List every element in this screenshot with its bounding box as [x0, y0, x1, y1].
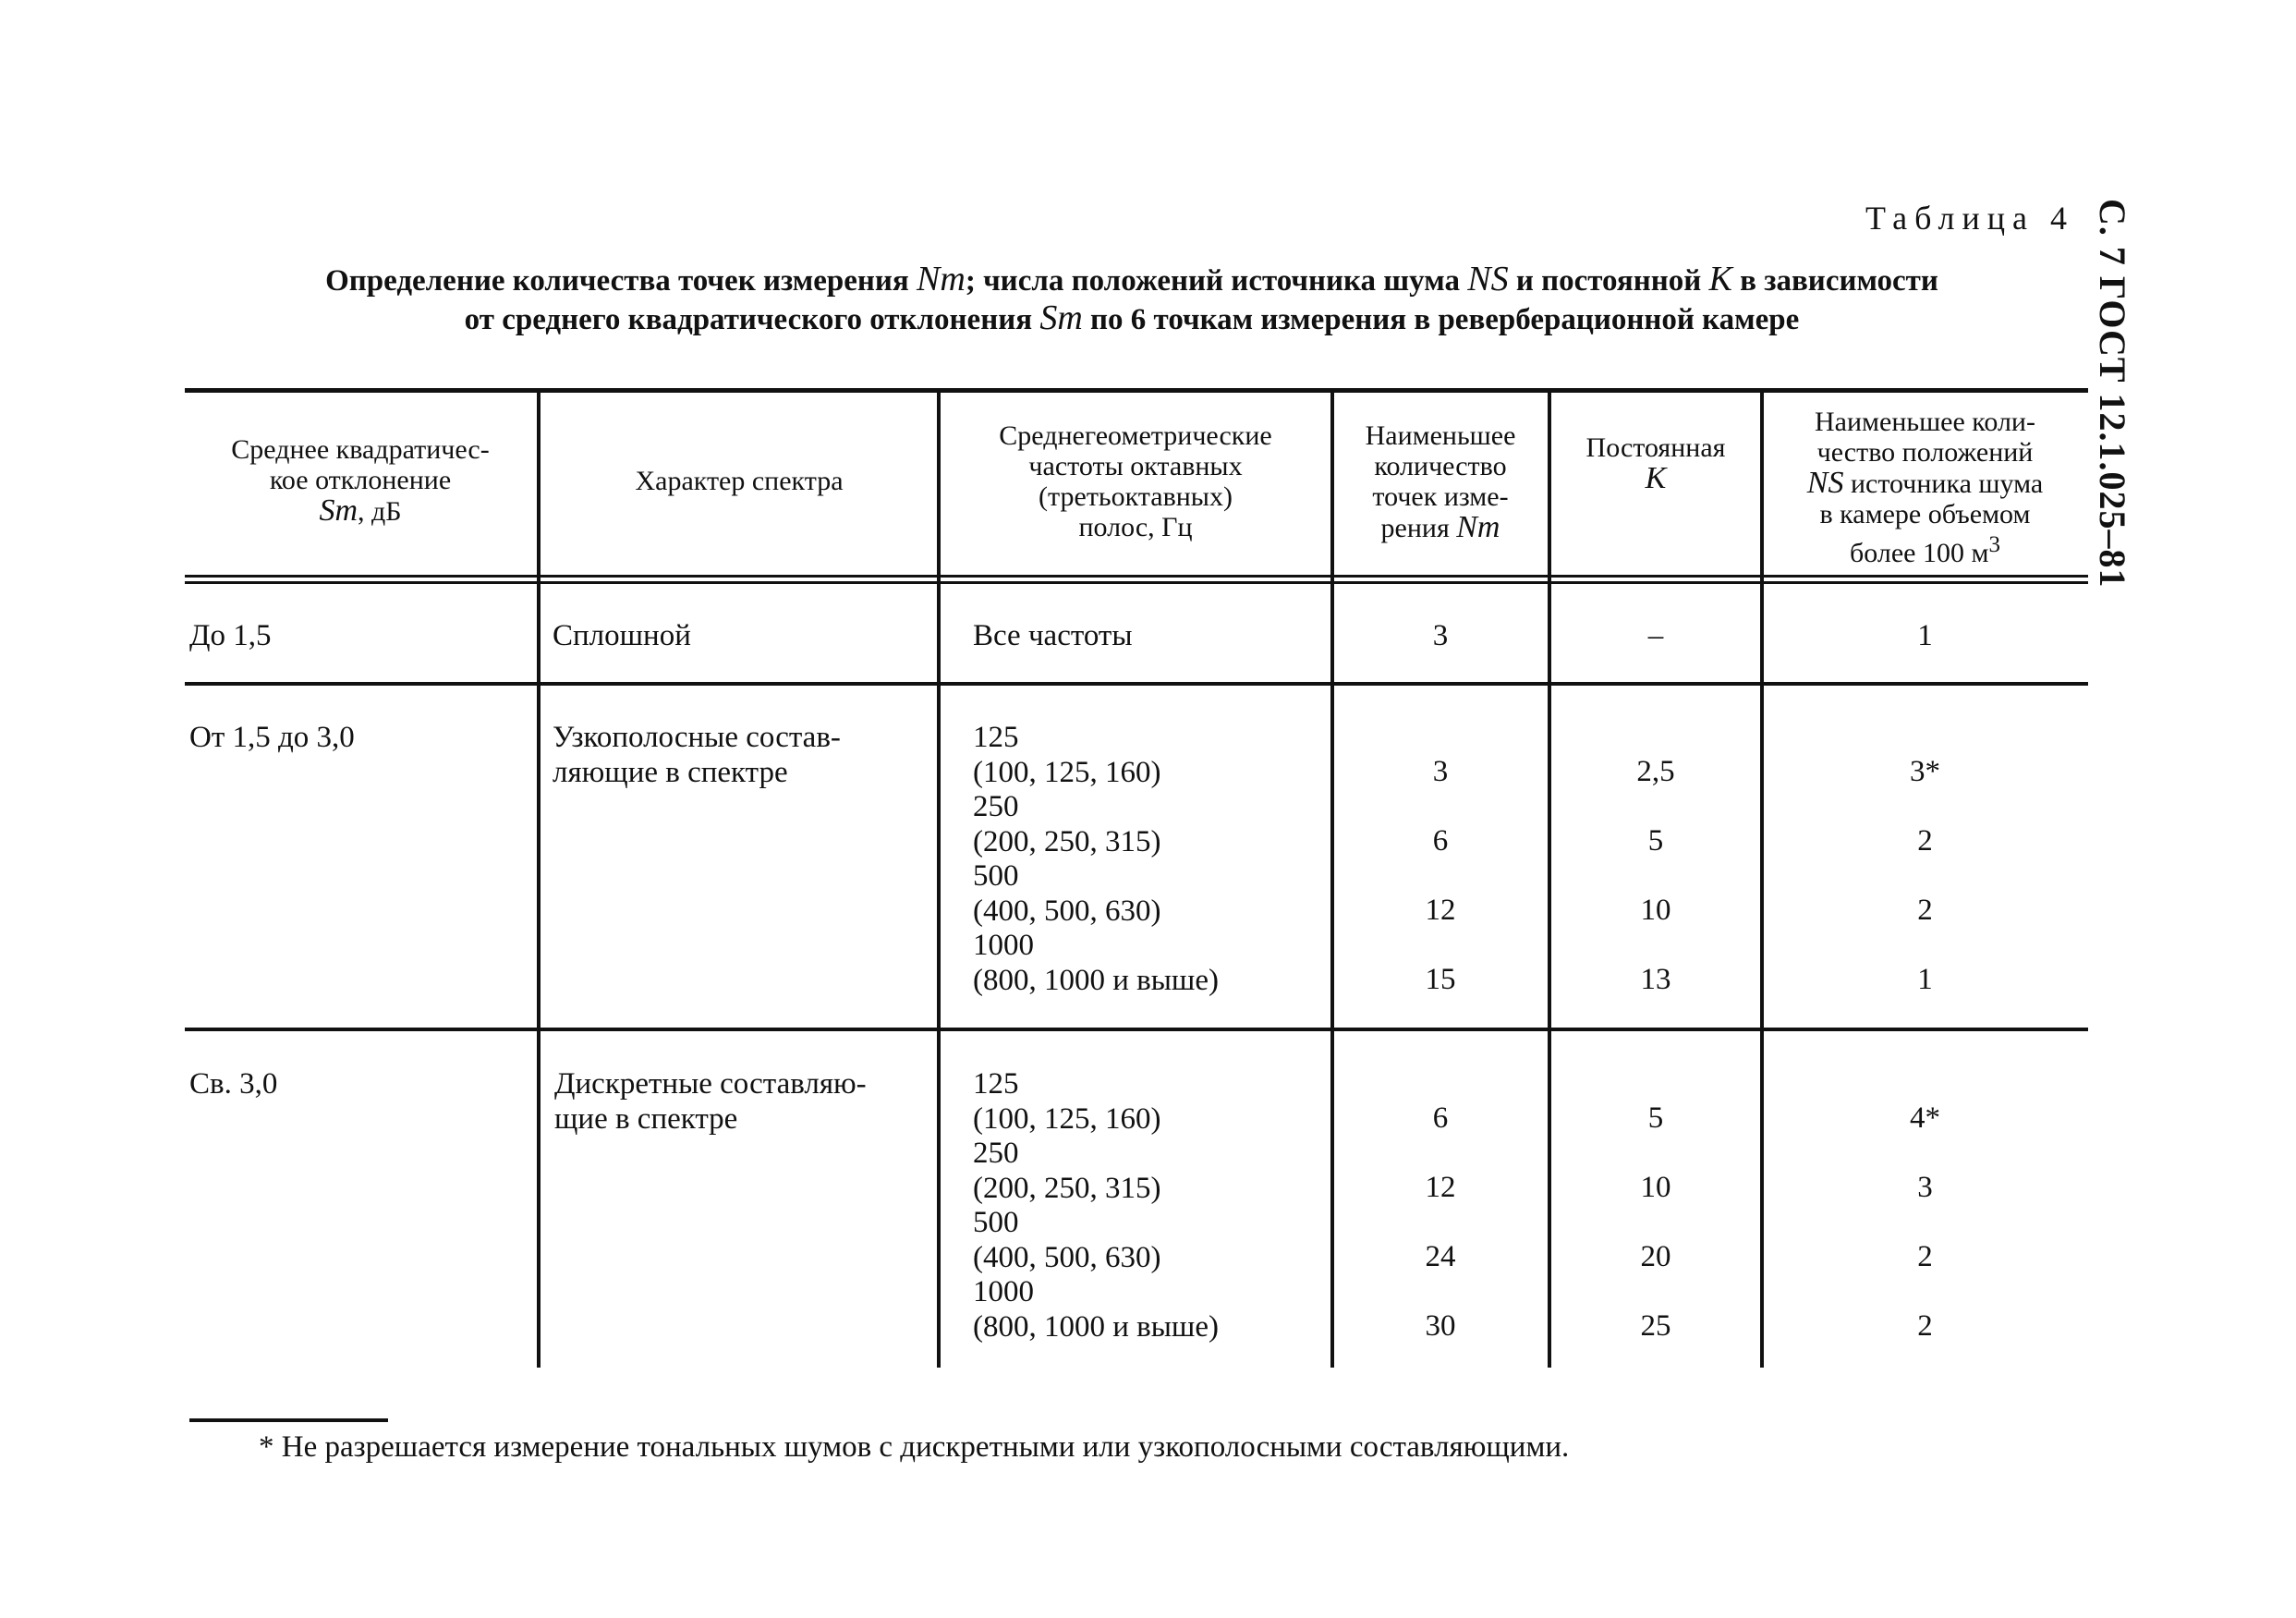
cell-frequencies [973, 721, 1329, 998]
title-line-2 [185, 299, 2079, 338]
cell-constant [1553, 1101, 1758, 1379]
header-bottom-rule [185, 581, 2088, 584]
header-text: источника шума [1843, 468, 2044, 499]
value-line: 5 [1647, 1101, 1664, 1135]
header-constant [1553, 432, 1758, 493]
header-points [1336, 420, 1545, 543]
spectrum-line: ляющие в спектре [553, 755, 788, 789]
spectrum-line: Дискретные составляю- [554, 1067, 867, 1101]
title-symbol-nm: Nm [917, 260, 966, 298]
cell-constant: – [1647, 619, 1664, 652]
frequency-line: 125 [973, 1067, 1019, 1101]
column-divider [937, 388, 941, 1368]
cell-deviation: Св. 3,0 [189, 1067, 278, 1101]
cell-points: 3 [1432, 619, 1449, 652]
header-symbol-ns: NS [1806, 466, 1844, 500]
frequency-line: (800, 1000 и выше) [973, 963, 1219, 997]
frequency-line: 125 [973, 721, 1019, 754]
data-table [185, 388, 2088, 1377]
title-text: и постоянной [1508, 264, 1709, 298]
header-text: Среднее квадратичес- [231, 434, 490, 465]
value-line: 5 [1647, 824, 1664, 858]
header-deviation [189, 434, 531, 527]
column-divider [1330, 388, 1334, 1368]
spectrum-line: щие в спектре [554, 1101, 738, 1136]
cell-points [1336, 1101, 1545, 1379]
value-line: 20 [1640, 1240, 1671, 1273]
row-divider [185, 682, 2088, 686]
frequency-line: (200, 250, 315) [973, 824, 1161, 858]
footnote: * Не разрешается измерение тональных шумов с дискретными или узкополосными составляющими. [259, 1430, 1570, 1464]
spectrum-line: Узкополосные состав- [553, 721, 841, 754]
value-line: 2 [1917, 1309, 1933, 1343]
frequency-line: (400, 500, 630) [973, 1240, 1161, 1274]
value-line: 15 [1425, 963, 1456, 996]
page-side-label: С. 7 ГОСТ 12.1.025–81 [2092, 199, 2133, 589]
value-line: 30 [1425, 1309, 1456, 1343]
title-text: по 6 точкам измерения в реверберационной камере [1082, 303, 1800, 336]
cell-frequencies [973, 619, 1324, 654]
header-text: рения [1380, 513, 1457, 543]
cell-constant [1553, 755, 1758, 1032]
value-line: 1 [1917, 963, 1933, 996]
frequency-line: (100, 125, 160) [973, 755, 1161, 789]
cell-positions: 1 [1917, 619, 1933, 652]
cell-spectrum [554, 1067, 933, 1137]
cell-spectrum [553, 721, 931, 790]
frequency-line: (200, 250, 315) [973, 1171, 1161, 1205]
header-text [189, 495, 531, 527]
header-positions [1766, 407, 2084, 568]
header-text: Наименьшее коли- [1815, 407, 2035, 437]
title-text: от среднего квадратического отклонения [464, 303, 1040, 336]
cell-points [1336, 755, 1545, 1032]
value-line: 12 [1425, 1171, 1456, 1204]
frequency-line: 250 [973, 1137, 1019, 1170]
footnote-rule [189, 1418, 388, 1422]
header-text: точек изме- [1372, 481, 1509, 512]
header-spectrum [545, 466, 933, 496]
header-text: (третьоктавных) [1039, 481, 1233, 512]
value-line: 25 [1640, 1309, 1671, 1343]
header-text: Характер спектра [635, 466, 844, 496]
header-text [1766, 468, 2084, 499]
table-number: Таблица 4 [1865, 200, 2074, 237]
value-line: 13 [1640, 963, 1671, 996]
frequency-line: 1000 [973, 929, 1034, 962]
spectrum-line: Сплошной [553, 619, 691, 652]
value-line: 10 [1640, 1171, 1671, 1204]
header-text: полос, Гц [1078, 512, 1193, 542]
column-divider [537, 388, 541, 1368]
value-line: 12 [1425, 894, 1456, 927]
header-text: Наименьшее [1365, 420, 1516, 451]
header-symbol-k: K [1645, 461, 1667, 495]
value-line: 10 [1640, 894, 1671, 927]
header-text: чество положений [1816, 437, 2034, 468]
frequency-line: (400, 500, 630) [973, 894, 1161, 928]
header-text [1766, 529, 2084, 568]
header-text [1336, 512, 1545, 543]
header-text: кое отклонение [269, 465, 452, 495]
header-text: в камере объемом [1819, 499, 2031, 529]
header-symbol-nm: Nm [1456, 510, 1500, 544]
value-line: 6 [1432, 824, 1449, 858]
header-bottom-rule [185, 575, 2088, 578]
table-top-rule [185, 388, 2088, 393]
value-line: 3* [1910, 755, 1940, 788]
title-text: в зависимости [1731, 264, 1938, 298]
value-line: 4* [1910, 1101, 1940, 1135]
table-title [185, 261, 2079, 338]
frequency-line: (800, 1000 и выше) [973, 1309, 1219, 1344]
header-superscript: 3 [1988, 532, 2000, 557]
cell-positions [1766, 755, 2084, 1032]
cell-spectrum [553, 619, 931, 654]
header-text: количество [1374, 451, 1507, 481]
header-text: , дБ [358, 496, 402, 527]
title-text: ; числа положений источника шума [965, 264, 1468, 298]
title-symbol-k: K [1708, 260, 1732, 298]
frequency-line: Все частоты [973, 619, 1133, 652]
header-text: частоты октавных [1028, 451, 1243, 481]
column-divider [1760, 388, 1764, 1368]
frequency-line: (100, 125, 160) [973, 1101, 1161, 1136]
title-text: Определение количества точек измерения [325, 264, 917, 298]
cell-positions [1766, 1101, 2084, 1379]
frequency-line: 1000 [973, 1275, 1034, 1308]
header-text: Постоянная [1585, 432, 1726, 463]
title-symbol-sm: Sm [1039, 298, 1083, 337]
value-line: 3 [1917, 1171, 1933, 1204]
title-line-1 [185, 261, 2079, 299]
header-text: более 100 м [1850, 538, 1989, 568]
cell-deviation: От 1,5 до 3,0 [189, 721, 355, 754]
value-line: 24 [1425, 1240, 1456, 1273]
value-line: 6 [1432, 1101, 1449, 1135]
title-symbol-ns: NS [1467, 260, 1509, 298]
value-line: 2 [1917, 894, 1933, 927]
column-divider [1548, 388, 1551, 1368]
value-line: 2 [1917, 824, 1933, 858]
header-text: Среднегеометрические [999, 420, 1272, 451]
cell-frequencies [973, 1067, 1329, 1344]
header-symbol-sm: Sm [319, 493, 358, 528]
frequency-line: 250 [973, 790, 1019, 823]
value-line: 2,5 [1636, 755, 1675, 788]
frequency-line: 500 [973, 859, 1019, 893]
value-line: 3 [1432, 755, 1449, 788]
cell-deviation: До 1,5 [189, 619, 272, 652]
header-frequencies [944, 420, 1327, 542]
value-line: 2 [1917, 1240, 1933, 1273]
frequency-line: 500 [973, 1206, 1019, 1239]
